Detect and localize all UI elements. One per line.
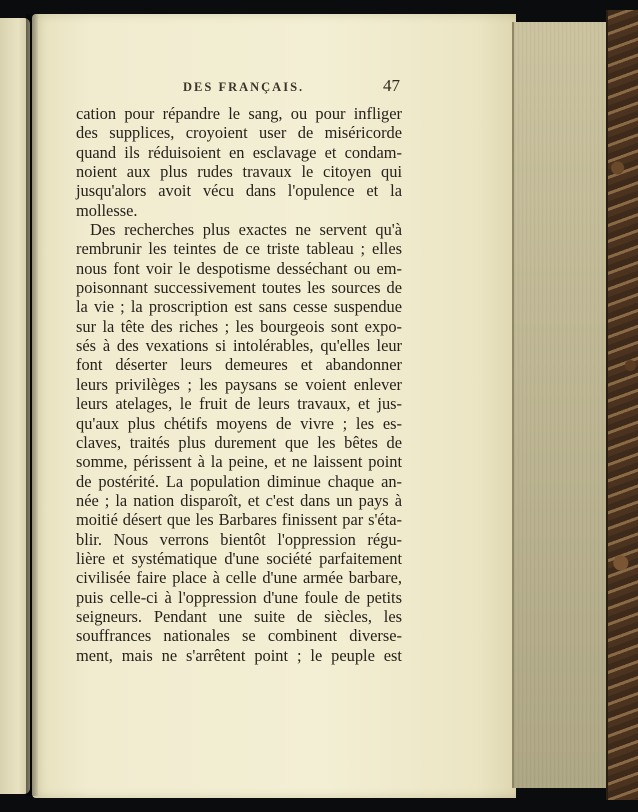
text-line: nous font voir le despotisme desséchant ou em- bbox=[76, 258, 402, 278]
text-line: de postérité. La population diminue chaque an- bbox=[76, 471, 402, 491]
text-line: claves, traités plus durement que les bêtes de bbox=[76, 432, 402, 452]
running-head: DES FRANÇAIS. bbox=[183, 80, 305, 94]
text-line: qu'aux plus chétifs moyens de vivre ; les es- bbox=[76, 413, 402, 433]
marbled-cover bbox=[606, 10, 638, 800]
text-line: leurs atelages, le fruit de leurs travaux, et jus- bbox=[76, 394, 402, 414]
text-line: blir. Nous verrons bientôt l'oppression régu- bbox=[76, 529, 402, 549]
text-line: sés à des vexations si intolérables, qu'elles leur bbox=[76, 336, 402, 356]
text-line: moitié désert que les Barbares finissent par s'éta- bbox=[76, 510, 402, 530]
text-line: lière et systématique d'une société parfaitement bbox=[76, 548, 402, 568]
text-line: des supplices, croyoient user de miséricorde bbox=[76, 123, 402, 143]
paragraph-start-line: Des recherches plus exactes ne servent qu'à bbox=[90, 220, 402, 240]
text-line: seigneurs. Pendant une suite de siècles, les bbox=[76, 606, 402, 626]
text-line: leurs privilèges ; les paysans se voient enlever bbox=[76, 374, 402, 394]
page-number: 47 bbox=[383, 76, 400, 95]
book-gutter bbox=[26, 14, 38, 796]
text-line: souffrances nationales se combinent diverse- bbox=[76, 626, 402, 646]
text-line: noient aux plus rudes travaux le citoyen qui bbox=[76, 162, 402, 182]
text-line: somme, périssent à la peine, et ne laissent point bbox=[76, 452, 402, 472]
text-line: puis celle-ci à l'oppression d'une foule de petits bbox=[76, 587, 402, 607]
text-line: cation pour répandre le sang, ou pour infliger bbox=[76, 104, 402, 123]
text-line: née ; la nation disparoît, et c'est dans un pays à bbox=[76, 490, 402, 510]
page-block-edges bbox=[512, 22, 610, 788]
text-line: civilisée faire place à celle d'une armée barbare, bbox=[76, 568, 402, 588]
text-line: ment, mais ne s'arrêtent point ; le peuple est bbox=[76, 645, 402, 665]
text-line: poisonnant successivement toutes les sources de bbox=[76, 278, 402, 298]
text-line: font déserter leurs demeures et abandonner bbox=[76, 355, 402, 375]
text-line: sur la tête des riches ; les bourgeois sont expo- bbox=[76, 316, 402, 336]
text-line: jusqu'alors avoit vécu dans l'opulence et la bbox=[76, 181, 402, 201]
body-text bbox=[76, 104, 402, 665]
text-line: quand ils réduisoient en esclavage et condam- bbox=[76, 142, 402, 162]
text-line: rembrunir les teintes de ce triste tableau ; elles bbox=[76, 239, 402, 259]
text-line: mollesse. bbox=[76, 200, 138, 220]
text-line: la vie ; la proscription est sans cesse suspendue bbox=[76, 297, 402, 317]
